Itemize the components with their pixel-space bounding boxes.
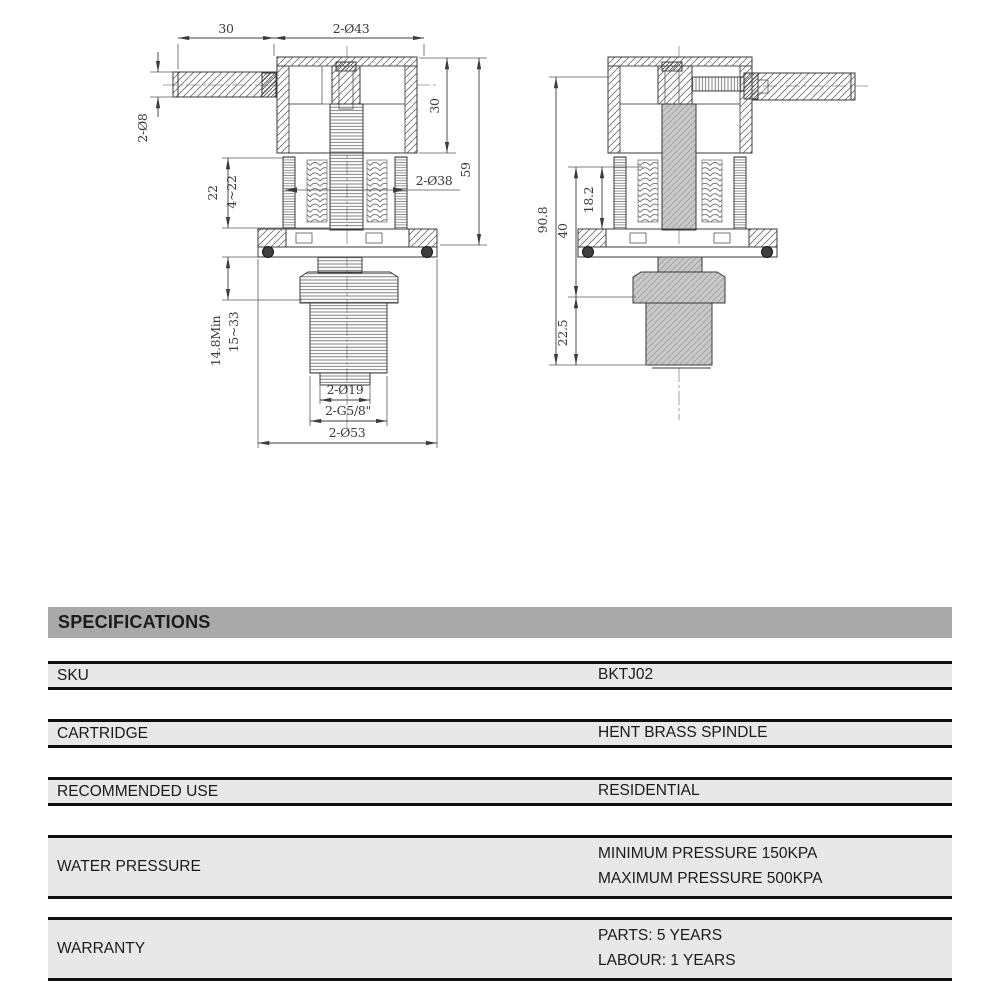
body-wall-left	[614, 157, 626, 229]
specifications-header	[48, 607, 952, 638]
spec-value-cartridge: HENT BRASS SPINDLE	[598, 724, 768, 742]
dim-thread-min: 14.8Min	[208, 315, 223, 367]
dim-travel-range: 4~22	[224, 175, 239, 209]
dim-upper-length: 18.2	[581, 186, 596, 214]
left-view	[163, 46, 437, 430]
spec-value-warranty-parts: PARTS: 5 YEARS	[598, 926, 723, 944]
spec-value-warranty-labour: LABOUR: 1 YEARS	[598, 952, 736, 970]
handle-screw-head	[262, 73, 276, 97]
body-wall-right	[734, 157, 746, 229]
dim-body-length: 40	[555, 223, 570, 239]
spec-label-sku: SKU	[57, 666, 89, 684]
bonnet-wall-right	[405, 66, 417, 153]
dim-total-height: 90.8	[535, 206, 550, 234]
bonnet-wall-left	[608, 66, 620, 153]
spec-value-sku: BKTJ02	[598, 666, 654, 684]
body-wall-left	[283, 157, 295, 229]
flange-left	[258, 229, 286, 247]
handle-bar	[752, 73, 855, 100]
dim-thread-range: 15~33	[226, 311, 241, 353]
outlet-neck	[318, 257, 362, 273]
spec-label-recommended-use: RECOMMENDED USE	[57, 782, 219, 800]
spec-value-max-pressure: MAXIMUM PRESSURE 500KPA	[598, 870, 823, 888]
spindle-top-screw	[336, 62, 356, 71]
flange-plate	[258, 247, 437, 257]
o-ring-right	[762, 247, 773, 258]
spindle-shaft	[662, 104, 696, 230]
flange-right	[749, 229, 777, 247]
dim-cap-height: 30	[427, 98, 442, 114]
specifications-title: SPECIFICATIONS	[58, 612, 211, 632]
dim-body-diameter: 2-Ø38	[415, 173, 453, 188]
o-ring-right	[422, 247, 433, 258]
dim-flange-diameter: 2-Ø53	[328, 425, 366, 440]
flange-left	[578, 229, 606, 247]
spindle-shaft	[330, 104, 363, 230]
outlet-neck	[658, 257, 702, 273]
o-ring-left	[583, 247, 594, 258]
outlet-hex	[633, 272, 725, 303]
dim-tip-diameter: 2-Ø19	[326, 382, 364, 397]
dim-travel: 22	[205, 185, 220, 201]
body-wall-right	[395, 157, 407, 229]
handle-screw-shank	[692, 77, 744, 91]
spec-row-warranty	[48, 917, 952, 981]
flange-plate	[578, 247, 777, 257]
spring-right	[367, 160, 387, 222]
dim-top-width: 30	[218, 21, 234, 36]
spindle-top-screw	[662, 62, 682, 71]
spec-row-cartridge	[48, 719, 952, 748]
spec-value-min-pressure: MINIMUM PRESSURE 150KPA	[598, 844, 818, 862]
dim-thread-size: 2-G5/8"	[325, 403, 371, 418]
spec-label-warranty: WARRANTY	[57, 940, 146, 957]
dim-tip-length: 22.5	[555, 319, 570, 347]
spring-left	[307, 160, 327, 222]
spec-value-recommended-use: RESIDENTIAL	[598, 782, 700, 800]
dim-total-height: 59	[458, 162, 473, 178]
spec-row-water-pressure	[48, 835, 952, 899]
outlet-thread	[310, 303, 387, 373]
o-ring-left	[263, 247, 274, 258]
flange-right	[409, 229, 437, 247]
outlet-thread	[646, 303, 712, 365]
dim-handle-hole: 2-Ø8	[135, 113, 150, 143]
dim-top-diameter: 2-Ø43	[332, 21, 370, 36]
spring-left	[638, 160, 658, 222]
bonnet-wall-left	[277, 66, 289, 153]
outlet-hex	[300, 272, 398, 303]
spec-label-water-pressure: WATER PRESSURE	[57, 858, 201, 875]
right-view	[578, 46, 868, 420]
spec-row-sku	[48, 661, 952, 690]
spring-right	[702, 160, 722, 222]
handle-screw-head	[744, 73, 758, 99]
spec-row-recommended-use	[48, 777, 952, 806]
spec-label-cartridge: CARTRIDGE	[57, 724, 149, 742]
